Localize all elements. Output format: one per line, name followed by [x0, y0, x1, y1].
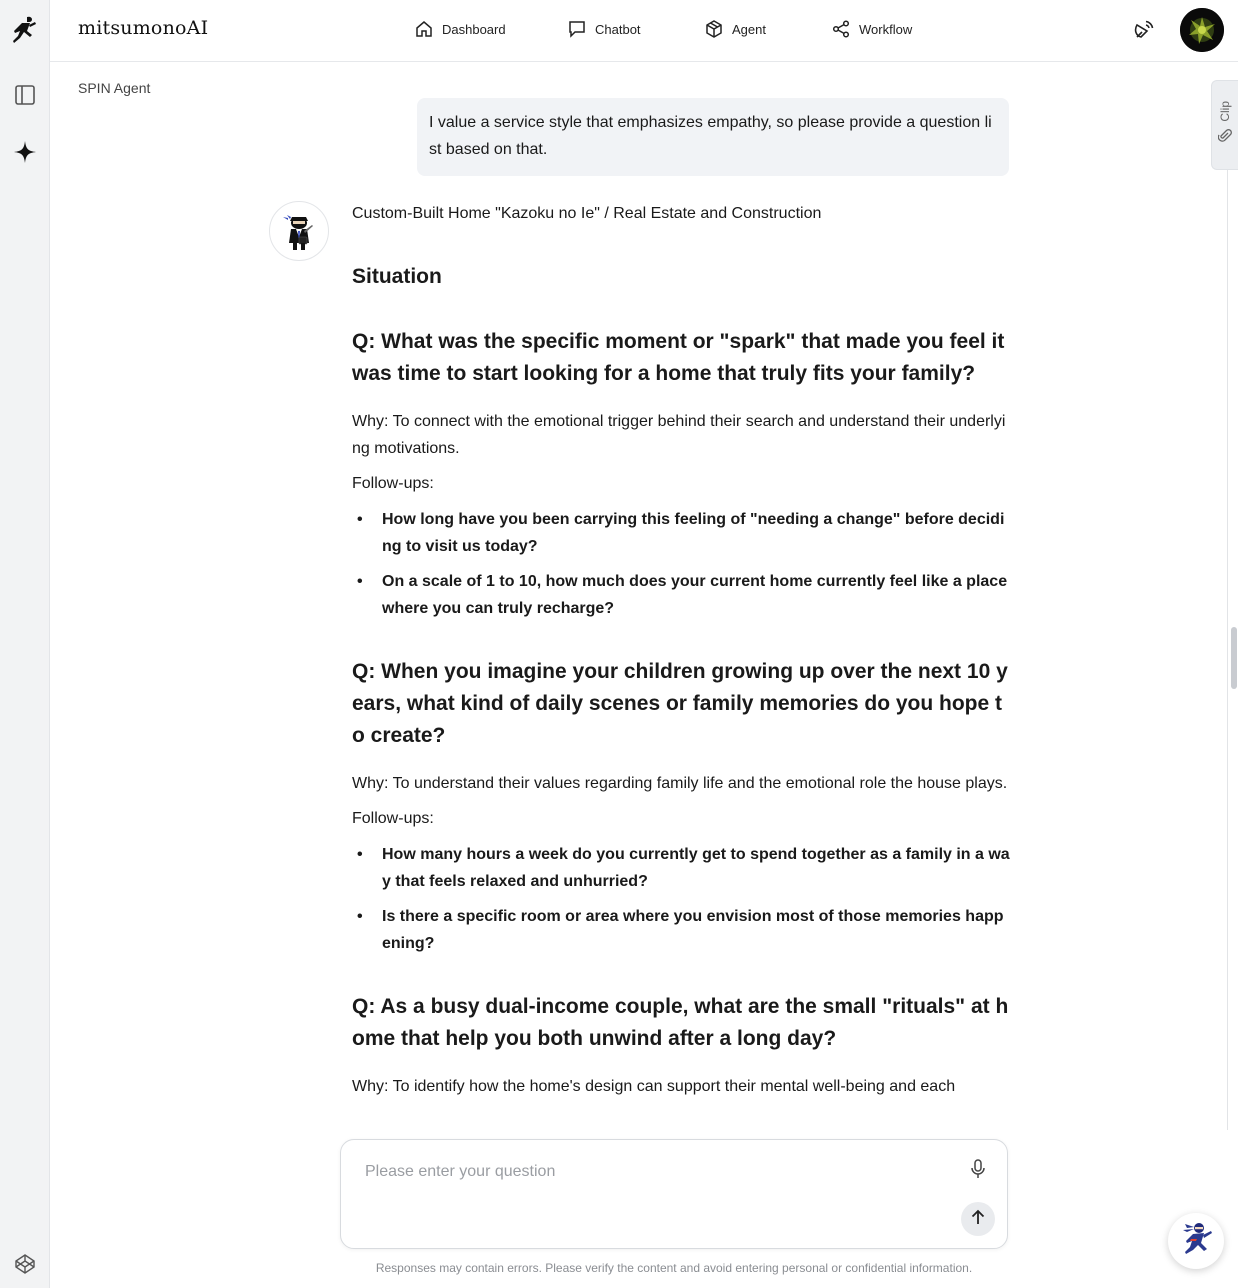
scrollbar-thumb[interactable]	[1231, 627, 1237, 689]
scrollbar-track[interactable]	[1227, 170, 1228, 1130]
left-rail	[0, 0, 50, 1288]
followups-list	[352, 841, 1010, 957]
sparkle-icon[interactable]	[9, 136, 41, 168]
nav-workflow[interactable]	[831, 19, 912, 39]
clip-tab-label: Clip	[1218, 101, 1232, 122]
followups-label: Follow-ups:	[352, 810, 434, 827]
breadcrumb[interactable]: SPIN Agent	[78, 80, 151, 96]
question-input[interactable]	[365, 1160, 945, 1184]
microphone-icon	[969, 1158, 987, 1185]
nav-agent-label: Agent	[732, 21, 766, 37]
bot-message	[352, 202, 1010, 1100]
question-heading: Q: As a busy dual-income couple, what are the small "rituals" at home that help you both unwind after a long day?	[352, 995, 1009, 1050]
followup-item: • Is there a specific room or area where you envision most of those memories happening?	[352, 903, 1010, 957]
nav-agent[interactable]	[704, 19, 766, 39]
broadcast-icon[interactable]	[1128, 14, 1160, 46]
message-composer	[340, 1139, 1008, 1249]
nav-chatbot-label: Chatbot	[595, 21, 641, 37]
user-message-bubble: I value a service style that emphasizes empathy, so please provide a question list based on that.	[417, 98, 1009, 176]
nav-chatbot[interactable]	[567, 19, 641, 39]
followup-item: • On a scale of 1 to 10, how much does your current home currently feel like a place where you can truly recharge?	[352, 568, 1010, 622]
nav-dashboard-label: Dashboard	[442, 21, 506, 37]
cube-icon	[704, 19, 724, 39]
logo-runner-icon[interactable]	[9, 14, 41, 46]
followup-item: • How long have you been carrying this feeling of "needing a change" before deciding to visit us today?	[352, 506, 1010, 560]
followup-item: • How many hours a week do you currently get to spend together as a family in a way that feels relaxed and unhurried?	[352, 841, 1010, 895]
section-heading: Situation	[352, 265, 442, 288]
user-avatar[interactable]	[1180, 8, 1224, 52]
paperclip-icon	[1218, 128, 1232, 149]
assistant-fab-button[interactable]	[1168, 1213, 1224, 1269]
chat-bubble-icon	[567, 19, 587, 39]
ninja-mascot-icon	[1177, 1221, 1215, 1262]
home-icon	[414, 19, 434, 39]
disclaimer-text: Responses may contain errors. Please verify the content and avoid entering personal or confidential information.	[375, 1261, 973, 1275]
bot-avatar	[269, 201, 329, 261]
codepen-icon[interactable]	[9, 1248, 41, 1280]
nav-dashboard[interactable]	[414, 19, 506, 39]
microphone-button[interactable]	[965, 1158, 991, 1184]
question-why: Why: To understand their values regarding family life and the emotional role the house plays.	[352, 775, 1008, 792]
send-button[interactable]	[961, 1202, 995, 1236]
conversation-area[interactable]	[50, 62, 1227, 1130]
top-bar	[50, 0, 1238, 62]
sidebar-toggle-icon[interactable]	[9, 79, 41, 111]
clip-tab[interactable]	[1211, 80, 1238, 170]
nav-workflow-label: Workflow	[859, 21, 913, 37]
bot-message-lead: Custom-Built Home "Kazoku no Ie" / Real Estate and Construction	[352, 205, 822, 222]
arrow-up-icon	[969, 1208, 987, 1231]
followups-label: Follow-ups:	[352, 475, 434, 492]
question-heading: Q: When you imagine your children growing up over the next 10 years, what kind of daily scenes or family memories do you hope to create?	[352, 660, 1008, 747]
question-why: Why: To identify how the home's design can support their mental well-being and each	[352, 1078, 956, 1095]
brand-name[interactable]: mitsumonoAI	[78, 17, 209, 39]
question-heading: Q: What was the specific moment or "spark" that made you feel it was time to start looking for a home that truly fits your family?	[352, 330, 1005, 385]
share-nodes-icon	[831, 19, 851, 39]
followups-list	[352, 506, 1010, 622]
question-why: Why: To connect with the emotional trigger behind their search and understand their underlying motivations.	[352, 413, 1006, 457]
